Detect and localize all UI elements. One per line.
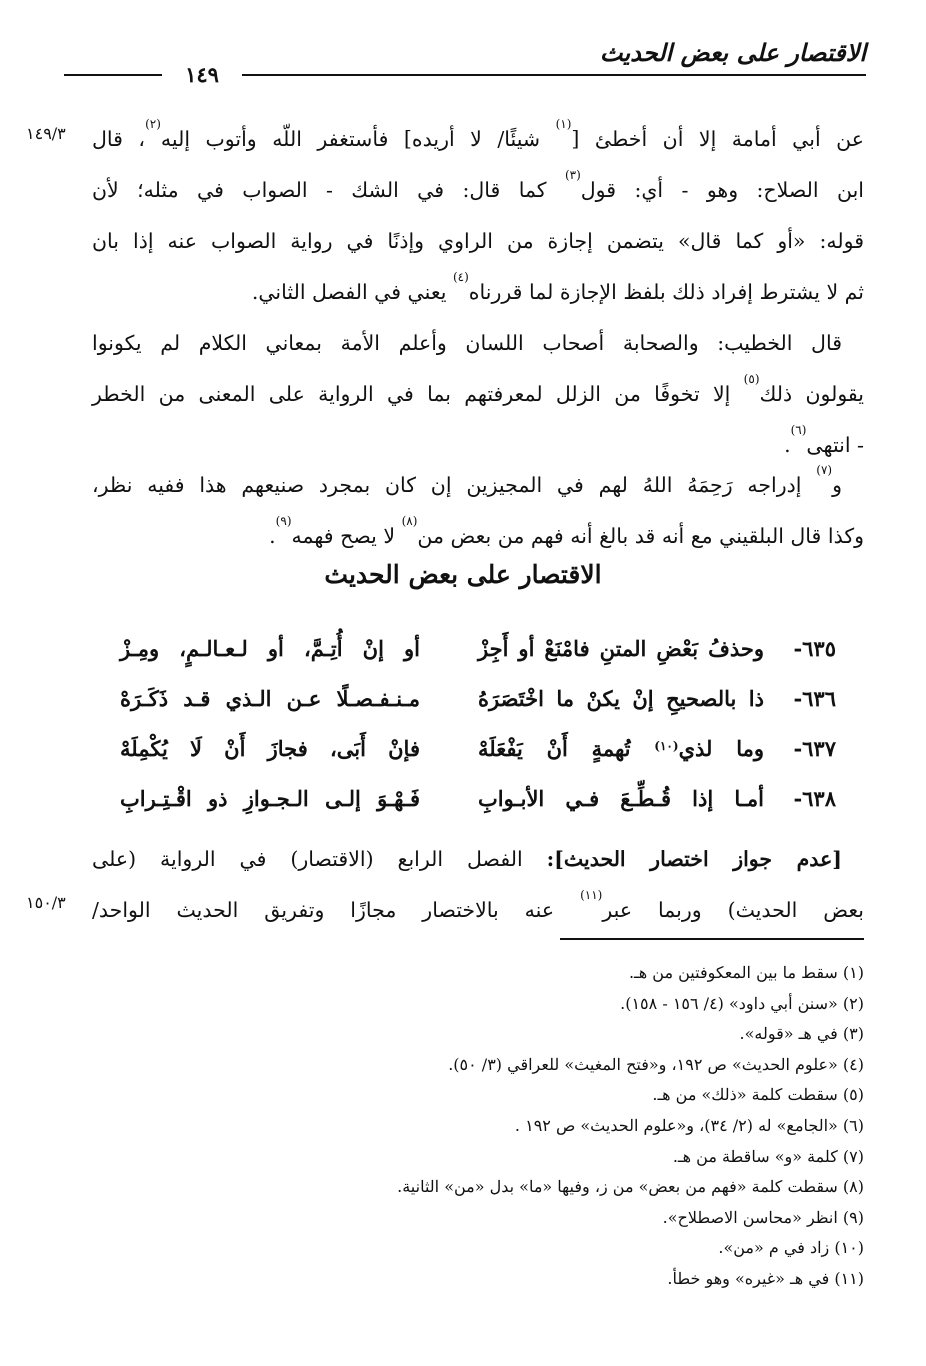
verse-first-hemistich: وما لذي$^{(١٠)}$ تُهمةٍ أَنْ يَفْعَلَهْ	[478, 736, 764, 761]
footnote: (٨) سقطت كلمة «فهم من بعض» من ز، وفيها «ما» بدل «من» الثانية.	[397, 1177, 864, 1197]
verse-second-hemistich: مـنـفـصـلًا عـن الـذي قـد ذَكَـرَهْ	[120, 686, 420, 711]
footnote: (٢) «سنن أبي داود» (٤/ ١٥٦ - ١٥٨).	[620, 993, 864, 1013]
text-line: بعض الحديث) وربما عبر$^{(١١)}$ عنه بالاختصار مجازًا وتفريق الحديث الواحد/	[92, 888, 865, 922]
footnote: (٦) «الجامع» له (٢/ ٣٤)، و«علوم الحديث» ص ١٩٢ .	[514, 1115, 864, 1135]
footnote: (١) سقط ما بين المعكوفتين من هـ.	[628, 963, 864, 982]
footnote: (٥) سقطت كلمة «ذلك» من هـ.	[652, 1085, 864, 1105]
verse-second-hemistich: فَـهْـوَ إلـى الـجـوازِ ذو اقْـتِـرابِ	[120, 786, 420, 811]
verse-second-hemistich: أو إنْ أُتِـمَّ، أو لـعـالـمٍ، ومِـزْ	[120, 636, 420, 661]
text-line: [عدم جواز اختصار الحديث]: الفصل الرابع (الاقتصار) في الرواية (على	[92, 847, 843, 871]
text-line: عن أبي أمامة إلا أن أخطئ [$^{(١)}$ شيئًا/ لا أريده] فأستغفر اللّه وأتوب إليه$^{(٢)}$، قال	[92, 117, 864, 151]
verse-line	[96, 636, 836, 680]
verse-number: ٦٣٨-	[793, 786, 836, 811]
footnote-marker: (٨)	[401, 514, 418, 528]
footnote-marker: (١)	[555, 117, 572, 131]
footnote-marker: (٢)	[145, 117, 161, 131]
text-line: قوله: «أو كما قال» يتضمن إجازة من الراوي وإذنًا في رواية الصواب عنه إذا بان	[92, 229, 864, 253]
text-line: يقولون ذلك$^{(٥)}$ إلا تخوفًا من الزلل لمعرفتهم بما في الرواية على المعنى من الخطر	[92, 372, 865, 406]
margin-reference: ١٥٠/٣	[26, 893, 66, 912]
footnotes	[84, 958, 864, 1295]
verse-first-hemistich: وحذفُ بَعْضِ المتنِ فامْنَعْ أو أَجِزْ	[478, 636, 764, 661]
verse-number: ٦٣٥-	[793, 636, 836, 661]
header-rule-left	[92, 74, 154, 76]
text-line: قال الخطيب: والصحابة أصحاب اللسان وأعلم الأمة بمعاني الكلام لم يكونوا	[92, 331, 843, 355]
footnote-marker: (١١)	[580, 888, 603, 902]
verse-line	[96, 736, 836, 780]
footnote: (١١) في هـ «غيره» وهو خطأ.	[667, 1268, 864, 1288]
footnote-marker: (٩)	[275, 514, 292, 528]
text-line: - انتهى$^{(٦)}$.	[784, 423, 864, 457]
paragraph-4	[92, 834, 864, 936]
footnote: (٧) كلمة «و» ساقطة من هـ.	[672, 1146, 864, 1166]
page-number: ١٤٩	[162, 60, 242, 90]
footnote-marker: (٤)	[452, 270, 469, 284]
paragraph-2	[92, 318, 864, 471]
footnote-marker: (١٠)	[654, 739, 679, 753]
verse-first-hemistich: أمـا إذا قُـطِّـعَ فـي الأبـوابِ	[478, 786, 764, 811]
footnote-marker: (٧)	[816, 463, 833, 477]
verse-line	[96, 686, 836, 730]
paragraph-3	[92, 460, 864, 562]
footnote-rule	[560, 938, 864, 940]
verse-line	[96, 786, 836, 830]
text-line: ثم لا يشترط إفراد ذلك بلفظ الإجازة لما قررناه$^{(٤)}$ يعني في الفصل الثاني.	[251, 270, 864, 304]
section-title: الاقتصار على بعض الحديث	[324, 560, 602, 589]
verse-number: ٦٣٦-	[793, 686, 836, 711]
verse-second-hemistich: فإنْ أَبَى، فجازَ أَنْ لَا يُكْمِلَهْ	[120, 736, 420, 761]
footnote: (١٠) زاد في م «من».	[718, 1238, 864, 1258]
footnote-marker: (٣)	[564, 168, 581, 182]
paragraph-1	[92, 114, 864, 318]
running-title: الاقتصار على بعض الحديث	[599, 38, 866, 67]
footnote-marker: (٦)	[790, 423, 807, 437]
text-line: وكذا قال البلقيني مع أنه قد بالغ أنه فهم من بعض من$^{(٨)}$ لا يصح فهمه$^{(٩)}$.	[269, 514, 864, 548]
footnote-marker: (٥)	[743, 372, 760, 386]
text-line: و$^{(٧)}$ إدراجه رَحِمَهُ اللهُ لهم في المجيزين إن كان بمجرد صنيعهم هذا ففيه نظر،	[92, 463, 842, 497]
verse-first-hemistich: ذا بالصحيحِ إنْ يكنْ ما اخْتَصَرَهُ	[478, 686, 764, 711]
margin-reference: ١٤٩/٣	[26, 124, 66, 143]
footnote: (٩) انظر «محاسن الاصطلاح».	[662, 1207, 864, 1227]
text-line: ابن الصلاح: وهو - أي: قول$^{(٣)}$ كما قال: في الشك - الصواب في مثله؛ لأن	[92, 168, 864, 202]
footnote: (٤) «علوم الحديث» ص ١٩٢، و«فتح المغيث» للعراقي (٣/ ٥٠).	[448, 1054, 864, 1074]
inline-heading: [عدم جواز اختصار الحديث]:	[546, 847, 843, 871]
footnote: (٣) في هـ «قوله».	[739, 1024, 864, 1044]
verse-number: ٦٣٧-	[793, 736, 836, 761]
